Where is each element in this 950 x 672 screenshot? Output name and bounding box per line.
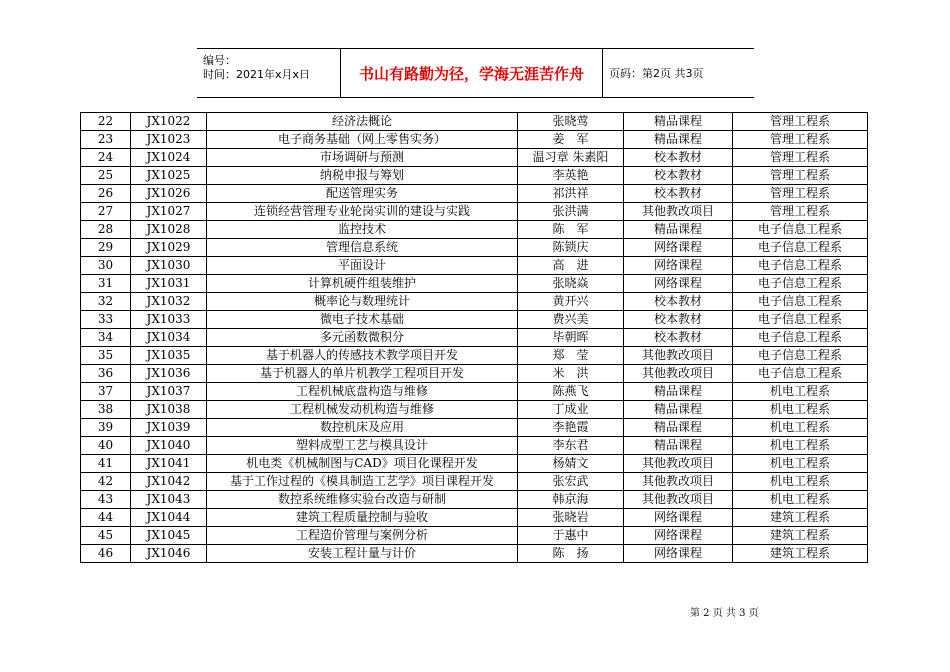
- department-cell: 管理工程系: [733, 149, 868, 167]
- project-code-cell: JX1024: [131, 149, 207, 167]
- project-leader-cell: 李东君: [518, 437, 624, 455]
- page-header: [197, 48, 754, 98]
- project-code-cell: JX1029: [131, 239, 207, 257]
- table-row: [81, 419, 868, 437]
- table-row: [81, 113, 868, 131]
- project-type-cell: 校本教材: [624, 149, 733, 167]
- department-cell: 电子信息工程系: [733, 365, 868, 383]
- project-type-cell: 网络课程: [624, 257, 733, 275]
- table-row: [81, 401, 868, 419]
- project-type-cell: 其他教改项目: [624, 203, 733, 221]
- project-type-cell: 其他教改项目: [624, 455, 733, 473]
- row-number-cell: 24: [81, 149, 131, 167]
- project-type-cell: 精品课程: [624, 437, 733, 455]
- project-type-cell: 网络课程: [624, 545, 733, 563]
- project-code-cell: JX1026: [131, 185, 207, 203]
- project-type-cell: 网络课程: [624, 275, 733, 293]
- project-title-cell: 平面设计: [207, 257, 518, 275]
- row-number-cell: 35: [81, 347, 131, 365]
- project-leader-cell: 陈 扬: [518, 545, 624, 563]
- project-leader-cell: 高 进: [518, 257, 624, 275]
- table-row: [81, 509, 868, 527]
- project-title-cell: 电子商务基础（网上零售实务）: [207, 131, 518, 149]
- project-code-cell: JX1028: [131, 221, 207, 239]
- project-code-cell: JX1023: [131, 131, 207, 149]
- header-motto: 书山有路勤为径，学海无涯苦作舟: [341, 49, 603, 97]
- page-footer: 第 2 页 共 3 页: [690, 608, 759, 619]
- table-row: [81, 365, 868, 383]
- row-number-cell: 27: [81, 203, 131, 221]
- project-type-cell: 校本教材: [624, 185, 733, 203]
- department-cell: 机电工程系: [733, 491, 868, 509]
- table-row: [81, 311, 868, 329]
- project-leader-cell: 姜 军: [518, 131, 624, 149]
- project-leader-cell: 毕朝晖: [518, 329, 624, 347]
- project-code-cell: JX1030: [131, 257, 207, 275]
- project-title-cell: 微电子技术基础: [207, 311, 518, 329]
- department-cell: 管理工程系: [733, 167, 868, 185]
- project-code-cell: JX1042: [131, 473, 207, 491]
- project-code-cell: JX1046: [131, 545, 207, 563]
- department-cell: 电子信息工程系: [733, 239, 868, 257]
- project-leader-cell: 杨婧文: [518, 455, 624, 473]
- project-type-cell: 精品课程: [624, 419, 733, 437]
- table-row: [81, 131, 868, 149]
- table-row: [81, 491, 868, 509]
- project-title-cell: 机电类《机械制图与CAD》项目化课程开发: [207, 455, 518, 473]
- project-type-cell: 网络课程: [624, 509, 733, 527]
- row-number-cell: 42: [81, 473, 131, 491]
- project-type-cell: 精品课程: [624, 221, 733, 239]
- row-number-cell: 39: [81, 419, 131, 437]
- project-code-cell: JX1025: [131, 167, 207, 185]
- table-row: [81, 221, 868, 239]
- row-number-cell: 33: [81, 311, 131, 329]
- table-row: [81, 437, 868, 455]
- table-row: [81, 383, 868, 401]
- project-type-cell: 网络课程: [624, 239, 733, 257]
- project-title-cell: 概率论与数理统计: [207, 293, 518, 311]
- table-row: [81, 239, 868, 257]
- row-number-cell: 26: [81, 185, 131, 203]
- row-number-cell: 43: [81, 491, 131, 509]
- table-row: [81, 347, 868, 365]
- project-type-cell: 校本教材: [624, 311, 733, 329]
- project-leader-cell: 祁洪祥: [518, 185, 624, 203]
- project-title-cell: 监控技术: [207, 221, 518, 239]
- project-code-cell: JX1033: [131, 311, 207, 329]
- department-cell: 建筑工程系: [733, 545, 868, 563]
- project-type-cell: 校本教材: [624, 293, 733, 311]
- project-leader-cell: 陈燕飞: [518, 383, 624, 401]
- department-cell: 电子信息工程系: [733, 275, 868, 293]
- project-title-cell: 经济法概论: [207, 113, 518, 131]
- project-type-cell: 网络课程: [624, 527, 733, 545]
- department-cell: 电子信息工程系: [733, 347, 868, 365]
- project-title-cell: 配送管理实务: [207, 185, 518, 203]
- row-number-cell: 34: [81, 329, 131, 347]
- row-number-cell: 46: [81, 545, 131, 563]
- department-cell: 机电工程系: [733, 401, 868, 419]
- row-number-cell: 32: [81, 293, 131, 311]
- project-code-cell: JX1031: [131, 275, 207, 293]
- project-title-cell: 连锁经营管理专业轮岗实训的建设与实践: [207, 203, 518, 221]
- project-title-cell: 数控系统维修实验台改造与研制: [207, 491, 518, 509]
- table-row: [81, 149, 868, 167]
- project-title-cell: 工程机械底盘构造与维修: [207, 383, 518, 401]
- row-number-cell: 45: [81, 527, 131, 545]
- project-type-cell: 精品课程: [624, 383, 733, 401]
- department-cell: 管理工程系: [733, 203, 868, 221]
- project-type-cell: 精品课程: [624, 401, 733, 419]
- project-type-cell: 精品课程: [624, 113, 733, 131]
- project-title-cell: 基于机器人的单片机教学工程项目开发: [207, 365, 518, 383]
- row-number-cell: 40: [81, 437, 131, 455]
- project-code-cell: JX1041: [131, 455, 207, 473]
- project-leader-cell: 黄开兴: [518, 293, 624, 311]
- header-meta: [197, 49, 341, 97]
- time-label: 时间：2021年x月x日: [203, 68, 311, 81]
- table-row: [81, 275, 868, 293]
- project-type-cell: 其他教改项目: [624, 473, 733, 491]
- department-cell: 机电工程系: [733, 473, 868, 491]
- row-number-cell: 29: [81, 239, 131, 257]
- project-title-cell: 市场调研与预测: [207, 149, 518, 167]
- department-cell: 电子信息工程系: [733, 221, 868, 239]
- department-cell: 电子信息工程系: [733, 311, 868, 329]
- row-number-cell: 37: [81, 383, 131, 401]
- row-number-cell: 30: [81, 257, 131, 275]
- project-leader-cell: 陈锁庆: [518, 239, 624, 257]
- project-title-cell: 管理信息系统: [207, 239, 518, 257]
- project-leader-cell: 郑 莹: [518, 347, 624, 365]
- project-title-cell: 工程造价管理与案例分析: [207, 527, 518, 545]
- table-row: [81, 545, 868, 563]
- project-type-cell: 校本教材: [624, 167, 733, 185]
- project-code-cell: JX1027: [131, 203, 207, 221]
- department-cell: 建筑工程系: [733, 509, 868, 527]
- project-code-cell: JX1040: [131, 437, 207, 455]
- project-type-cell: 校本教材: [624, 329, 733, 347]
- project-table: [80, 112, 868, 563]
- project-code-cell: JX1037: [131, 383, 207, 401]
- project-code-cell: JX1045: [131, 527, 207, 545]
- project-table-body: [81, 113, 868, 563]
- project-leader-cell: 陈 军: [518, 221, 624, 239]
- project-title-cell: 工程机械发动机构造与维修: [207, 401, 518, 419]
- project-title-cell: 数控机床及应用: [207, 419, 518, 437]
- department-cell: 机电工程系: [733, 455, 868, 473]
- department-cell: 管理工程系: [733, 185, 868, 203]
- table-row: [81, 257, 868, 275]
- project-code-cell: JX1038: [131, 401, 207, 419]
- row-number-cell: 44: [81, 509, 131, 527]
- table-row: [81, 527, 868, 545]
- row-number-cell: 38: [81, 401, 131, 419]
- number-label: 编号：: [203, 54, 236, 67]
- table-row: [81, 203, 868, 221]
- row-number-cell: 22: [81, 113, 131, 131]
- row-number-cell: 28: [81, 221, 131, 239]
- project-title-cell: 基于工作过程的《模具制造工艺学》项目课程开发: [207, 473, 518, 491]
- department-cell: 管理工程系: [733, 131, 868, 149]
- project-title-cell: 基于机器人的传感技术教学项目开发: [207, 347, 518, 365]
- project-title-cell: 计算机硬件组装维护: [207, 275, 518, 293]
- project-leader-cell: 温习章 朱素阳: [518, 149, 624, 167]
- department-cell: 电子信息工程系: [733, 293, 868, 311]
- project-code-cell: JX1044: [131, 509, 207, 527]
- department-cell: 建筑工程系: [733, 527, 868, 545]
- project-leader-cell: 韩京海: [518, 491, 624, 509]
- project-code-cell: JX1035: [131, 347, 207, 365]
- table-row: [81, 473, 868, 491]
- row-number-cell: 23: [81, 131, 131, 149]
- project-leader-cell: 米 洪: [518, 365, 624, 383]
- department-cell: 机电工程系: [733, 419, 868, 437]
- header-page-label: 页码：第2页 共3页: [609, 67, 704, 80]
- project-code-cell: JX1036: [131, 365, 207, 383]
- project-title-cell: 塑料成型工艺与模具设计: [207, 437, 518, 455]
- project-leader-cell: 张晓岩: [518, 509, 624, 527]
- project-code-cell: JX1032: [131, 293, 207, 311]
- department-cell: 电子信息工程系: [733, 329, 868, 347]
- department-cell: 管理工程系: [733, 113, 868, 131]
- table-row: [81, 185, 868, 203]
- project-leader-cell: 于惠中: [518, 527, 624, 545]
- project-leader-cell: 李艳霞: [518, 419, 624, 437]
- project-code-cell: JX1039: [131, 419, 207, 437]
- table-row: [81, 167, 868, 185]
- project-code-cell: JX1043: [131, 491, 207, 509]
- department-cell: 机电工程系: [733, 383, 868, 401]
- project-title-cell: 安装工程计量与计价: [207, 545, 518, 563]
- project-type-cell: 其他教改项目: [624, 347, 733, 365]
- project-leader-cell: 丁成业: [518, 401, 624, 419]
- project-title-cell: 多元函数微积分: [207, 329, 518, 347]
- project-type-cell: 精品课程: [624, 131, 733, 149]
- project-code-cell: JX1022: [131, 113, 207, 131]
- table-row: [81, 455, 868, 473]
- row-number-cell: 41: [81, 455, 131, 473]
- project-leader-cell: 李英艳: [518, 167, 624, 185]
- department-cell: 机电工程系: [733, 437, 868, 455]
- row-number-cell: 36: [81, 365, 131, 383]
- row-number-cell: 25: [81, 167, 131, 185]
- table-row: [81, 293, 868, 311]
- project-leader-cell: 张宏武: [518, 473, 624, 491]
- row-number-cell: 31: [81, 275, 131, 293]
- project-type-cell: 其他教改项目: [624, 365, 733, 383]
- table-row: [81, 329, 868, 347]
- project-leader-cell: 张晓莺: [518, 113, 624, 131]
- project-code-cell: JX1034: [131, 329, 207, 347]
- project-leader-cell: 费兴美: [518, 311, 624, 329]
- project-type-cell: 其他教改项目: [624, 491, 733, 509]
- project-leader-cell: 张晓焱: [518, 275, 624, 293]
- project-title-cell: 建筑工程质量控制与验收: [207, 509, 518, 527]
- project-title-cell: 纳税申报与筹划: [207, 167, 518, 185]
- project-leader-cell: 张洪满: [518, 203, 624, 221]
- department-cell: 电子信息工程系: [733, 257, 868, 275]
